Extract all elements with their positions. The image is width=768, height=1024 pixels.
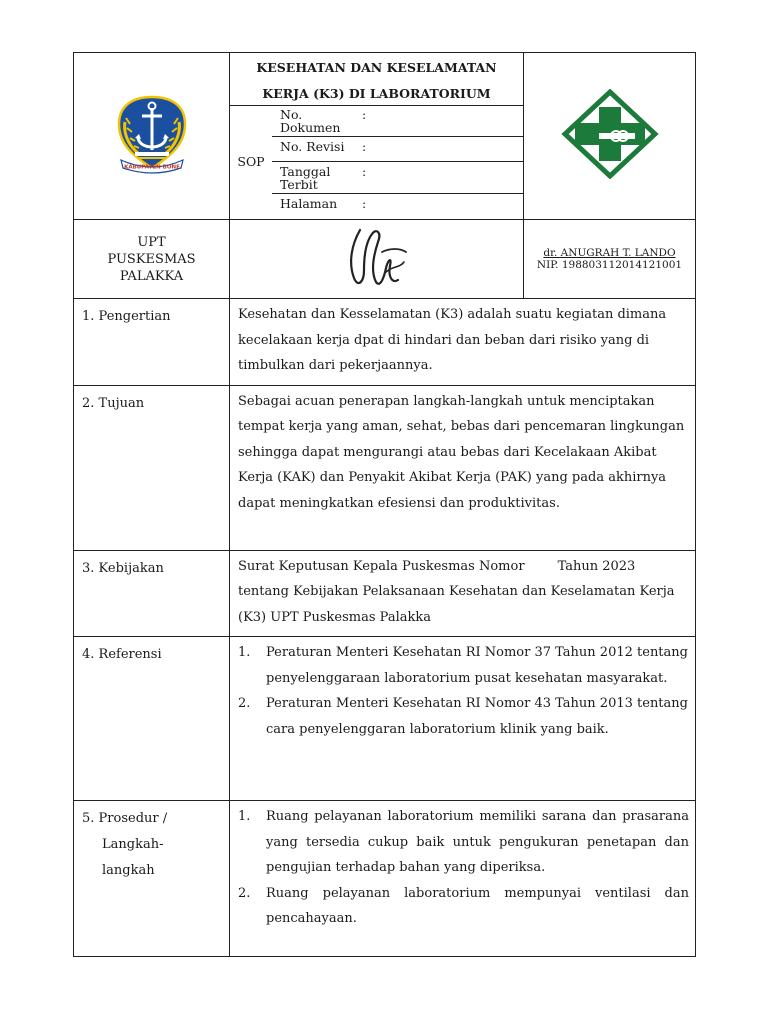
puskesmas-logo: [561, 89, 659, 179]
item-text: Peraturan Menteri Kesehatan RI Nomor 37 Tahun 2012 tentang penyelenggaraan laboratorium pusat kesehatan masyarakat.: [266, 645, 688, 686]
document-title: [230, 53, 523, 106]
left-logo-cell: [74, 53, 230, 220]
org-line-3: PALAKKA: [119, 268, 184, 284]
header-row: [74, 53, 696, 220]
list-item: [238, 804, 689, 881]
organization-name: [74, 220, 230, 299]
row-pengertian: [74, 299, 696, 386]
field-value: :: [362, 163, 367, 179]
list-item: [238, 691, 689, 742]
title-line-1: KESEHATAN DAN KESELAMATAN: [256, 60, 497, 75]
label-referensi: 4. Referensi: [74, 637, 230, 801]
signature-image: [342, 222, 412, 292]
field-halaman: [272, 193, 523, 217]
signer-name: dr. ANUGRAH T. LANDO: [543, 247, 676, 259]
field-no-revisi: [272, 136, 523, 161]
label-line-3: langkah: [102, 863, 155, 878]
field-value: :: [362, 107, 367, 122]
row-referensi: [74, 637, 696, 801]
text-tujuan: Sebagai acuan penerapan langkah-langkah untuk menciptakan tempat kerja yang aman, sehat, bebas dari pencemaran lingkungan sehingga dapat mengurangi atau bebas dari Kecelakaan Akibat Kerja (KAK) dan Penyakit Akibat Kerja (PAK) yang pada akhirnya dapat meningkatkan efesiensi dan produktivitas.: [230, 385, 696, 550]
sop-table: [73, 52, 696, 957]
field-label: No. Revisi: [280, 138, 345, 154]
kabupaten-bone-logo: [113, 94, 191, 174]
signer-block: [524, 220, 696, 299]
referensi-list-cell: [230, 637, 696, 801]
field-tanggal-terbit: [272, 161, 523, 193]
row-tujuan: [74, 385, 696, 550]
logo-caption: KABUPATEN BONE: [123, 164, 180, 171]
row-kebijakan: [74, 550, 696, 637]
title-line-2: KERJA (K3) DI LABORATORIUM: [262, 86, 491, 101]
referensi-list: [238, 640, 689, 742]
item-number: 2.: [238, 885, 251, 901]
field-value: :: [362, 138, 367, 154]
field-label: Halaman: [280, 195, 338, 211]
label-kebijakan: 3. Kebijakan: [74, 550, 230, 637]
label-line-2: Langkah-: [102, 837, 164, 852]
signature-cell: [230, 220, 524, 299]
field-label: Tanggal Terbit: [280, 163, 331, 192]
sop-fields: [230, 106, 523, 217]
item-text: Ruang pelayanan laboratorium mempunyai ventilasi dan pencahayaan.: [266, 885, 689, 926]
row-prosedur: [74, 801, 696, 957]
item-number: 2.: [238, 696, 251, 711]
label-pengertian: 1. Pengertian: [74, 299, 230, 386]
field-value: :: [362, 195, 367, 211]
label-tujuan: 2. Tujuan: [74, 385, 230, 550]
text-kebijakan: Surat Keputusan Kepala Puskesmas Nomor Tahun 2023 tentang Kebijakan Pelaksanaan Kesehatan dan Keselamatan Kerja (K3) UPT Puskesmas Palakka: [230, 550, 696, 637]
label-prosedur: [74, 801, 230, 957]
prosedur-list: [238, 804, 689, 932]
label-line-1: 5. Prosedur /: [82, 811, 168, 826]
text-pengertian: Kesehatan dan Kesselamatan (K3) adalah suatu kegiatan dimana kecelakaan kerja dpat di hindari dan beban dari risiko yang di timbulkan dari pekerjaannya.: [230, 299, 696, 386]
org-line-1: UPT: [137, 234, 166, 250]
list-item: [238, 640, 689, 691]
list-item: [238, 881, 689, 932]
org-line-2: PUSKESMAS: [107, 251, 196, 267]
right-logo-cell: [524, 53, 696, 220]
title-block: [230, 53, 524, 220]
identity-row: [74, 220, 696, 299]
field-label: No. Dokumen: [280, 107, 341, 135]
signer-nip: NIP. 198803112014121001: [536, 259, 683, 271]
item-text: Peraturan Menteri Kesehatan RI Nomor 43 Tahun 2013 tentang cara penyelenggaran laboratorium klinik yang baik.: [266, 696, 688, 737]
sop-label: SOP: [237, 154, 265, 169]
field-no-dokumen: [272, 106, 523, 136]
item-text: Ruang pelayanan laboratorium memiliki sarana dan prasarana yang tersedia cukup baik untuk pengukuran penetapan dan pengujian terhadap bahan yang diperiksa.: [266, 809, 689, 875]
item-number: 1.: [238, 809, 251, 824]
item-number: 1.: [238, 645, 251, 660]
prosedur-list-cell: [230, 801, 696, 957]
